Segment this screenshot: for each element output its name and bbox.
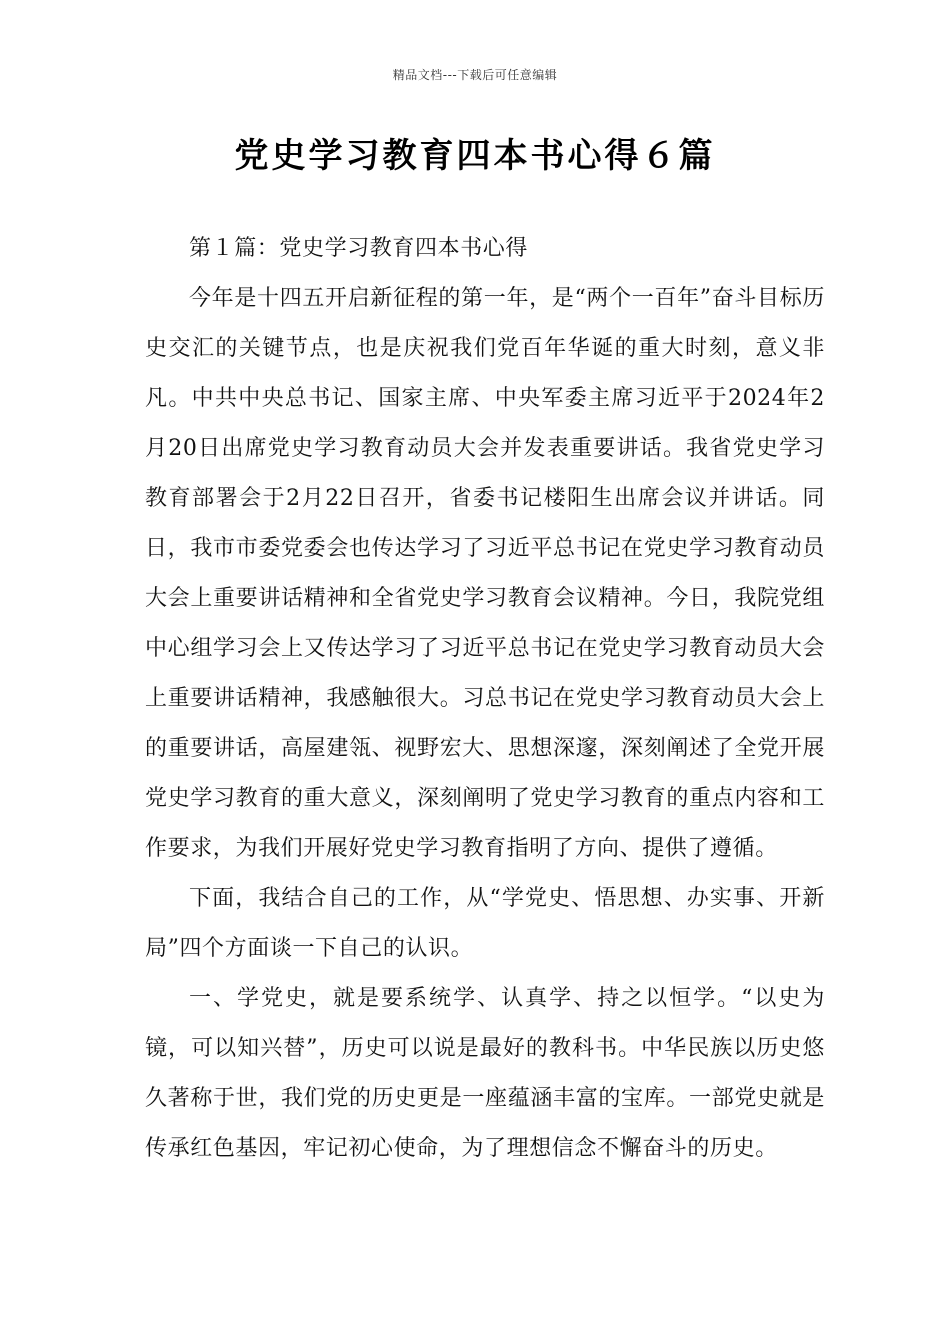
paragraph: 今年是十四五开启新征程的第一年，是“两个一百年”奋斗目标历史交汇的关键节点，也是庆祝我们党百年华诞的重大时刻，意义非凡。中共中央总书记、国家主席、中央军委主席习近平于2024年2月20日出席党史学习教育动员大会并发表重要讲话。我省党史学习教育部署会于2月22日召开，省委书记楼阳生出席会议并讲话。同日，我市市委党委会也传达学习了习近平总书记在党史学习教育动员大会上重要讲话精神和全省党史学习教育会议精神。今日，我院党组中心组学习会上又传达学习了习近平总书记在党史学习教育动员大会上重要讲话精神，我感触很大。习总书记在党史学习教育动员大会上的重要讲话，高屋建瓴、视野宏大、思想深邃，深刻阐述了全党开展党史学习教育的重大意义，深刻阐明了党史学习教育的重点内容和工作要求，为我们开展好党史学习教育指明了方向、提供了遵循。 [145,286,825,861]
section-heading: 第１篇：党史学习教育四本书心得 [189,236,529,261]
document-body [145,224,825,1174]
paragraph: 下面，我结合自己的工作，从“学党史、悟思想、办实事、开新局”四个方面谈一下自己的认识。 [145,886,825,961]
document-title: 党史学习教育四本书心得６篇 [234,136,716,176]
header-note: 精品文档---下载后可任意编辑 [392,68,558,82]
paragraph: 一、学党史，就是要系统学、认真学、持之以恒学。“以史为镜，可以知兴替”，历史可以说是最好的教科书。中华民族以历史悠久著称于世，我们党的历史更是一座蕴涵丰富的宝库。一部党史就是传承红色基因，牢记初心使命，为了理想信念不懈奋斗的历史。 [145,986,825,1161]
